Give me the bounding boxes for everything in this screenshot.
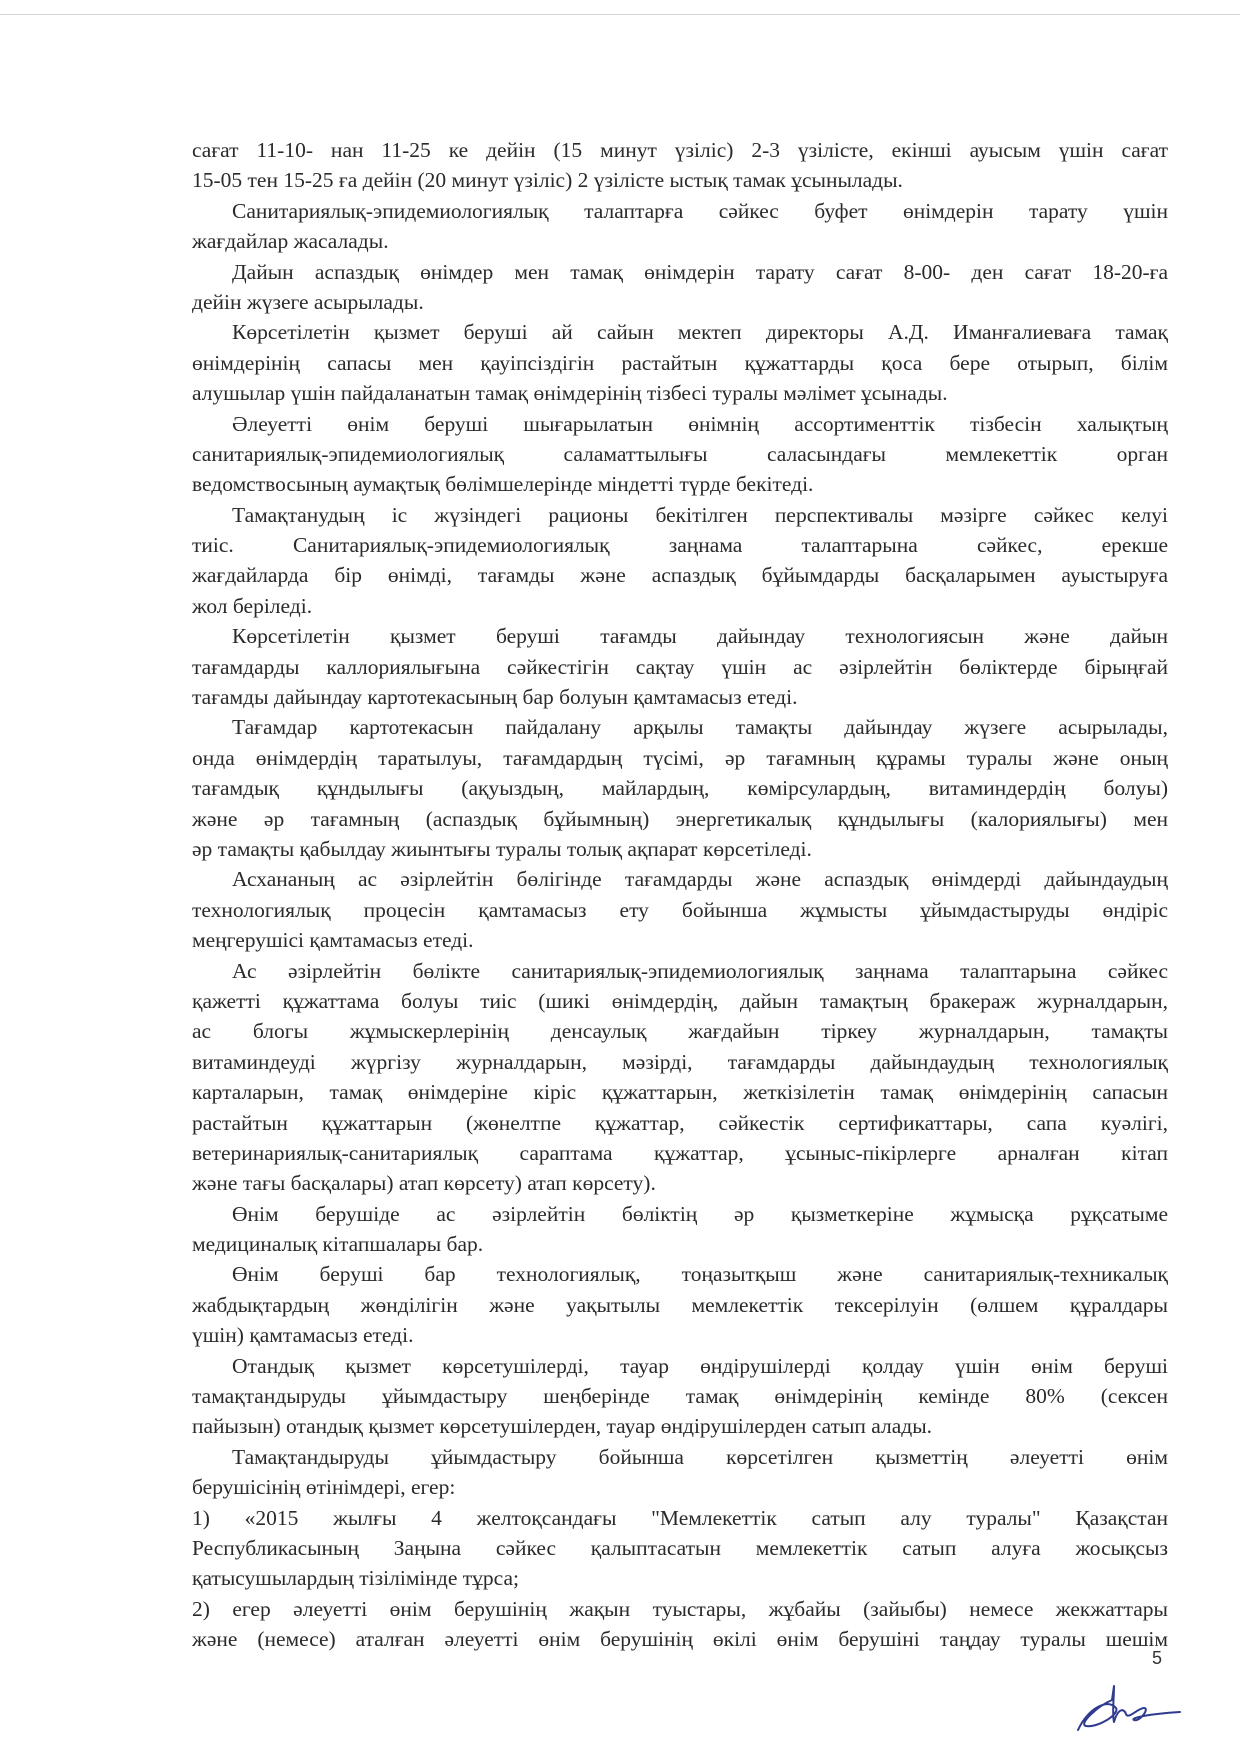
text-line: 2) егер әлеуетті өнім берушінің жақын туыстары, жұбайы (зайыбы) немесе жекжаттары — [192, 1596, 1168, 1621]
text-line: Тамақтандыруды ұйымдастыру бойынша көрсетілген қызметтің әлеуетті өнім — [232, 1444, 1168, 1469]
text-line: Дайын аспаздық өнімдер мен тамақ өнімдерін тарату сағат 8-00- ден сағат 18-20-ға — [232, 259, 1168, 284]
text-line: тағамдық құндылығы (ақуыздың, майлардың, көмірсулардың, витаминдердің болуы) — [192, 776, 1168, 801]
text-line: карталарын, тамақ өнімдеріне кіріс құжаттарын, жеткізілетін тамақ өнімдерінің сапасын — [192, 1080, 1168, 1105]
text-line: дейін жүзеге асырылады. — [192, 289, 424, 314]
scan-edge-line — [0, 14, 1240, 15]
text-line: қатысушылардың тізілімінде тұрса; — [192, 1566, 519, 1591]
text-line: пайызын) отандық қызмет көрсетушілерден, тауар өндірушілерден сатып алады. — [192, 1414, 933, 1439]
text-line: және әр тағамның (аспаздық бұйымның) энергетикалық құндылығы (калориялығы) мен — [192, 806, 1168, 831]
text-line: өнімдерінің сапасы мен қауіпсіздігін растайтын құжаттарды қоса бере отырып, білім — [192, 350, 1168, 375]
text-line: тиіс. Санитариялық-эпидемиологиялық заңнама талаптарына сәйкес, ерекше — [192, 533, 1168, 558]
text-line: қажетті құжаттама болуы тиіс (шикі өнімдердің, дайын тамақтың бракераж журналдарын, — [192, 988, 1168, 1013]
text-line: берушісінің өтінімдері, егер: — [192, 1475, 456, 1500]
text-line: Көрсетілетін қызмет беруші ай сайын мектеп директоры А.Д. Иманғалиеваға тамақ — [232, 320, 1168, 345]
text-line: ас блогы жұмыскерлерінің денсаулық жағдайын тіркеу журналдарын, тамақты — [192, 1019, 1168, 1044]
text-line: сағат 11-10- нан 11-25 ке дейін (15 минут үзіліс) 2-3 үзілісте, екінші ауысым үшін сағат — [192, 138, 1168, 162]
text-line: Көрсетілетін қызмет беруші тағамды дайындау технологиясын және дайын — [232, 624, 1168, 649]
text-line: Асхананың ас әзірлейтін бөлігінде тағамдарды және аспаздық өнімдерді дайындаудың — [232, 867, 1168, 892]
text-line: Республикасының Заңына сәйкес қалыптасатын мемлекеттік сатып алуға жосықсыз — [192, 1535, 1168, 1560]
text-line: жабдықтардың жөнділігін және уақытылы мемлекеттік тексерілуін (өлшем құралдары — [192, 1292, 1168, 1317]
text-line: жағдайлар жасалады. — [192, 229, 389, 254]
signature-stroke — [1078, 1686, 1180, 1730]
text-line: Тамақтанудың іс жүзіндегі рационы бекітілген перспективалы мәзірге сәйкес келуі — [232, 502, 1168, 527]
text-line: витаминдеуді жүргізу журналдарын, мәзірді, тағамдарды дайындаудың технологиялық — [192, 1049, 1168, 1074]
text-line: 1) «2015 жылғы 4 желтоқсандағы "Мемлекеттік сатып алу туралы" Қазақстан — [192, 1505, 1168, 1530]
text-line: онда өнімдердің таратылуы, тағамдардың түсімі, әр тағамның құрамы туралы және оның — [192, 745, 1168, 770]
page-number: 5 — [1152, 1648, 1163, 1668]
text-line: Өнім беруші бар технологиялық, тоңазытқыш және санитариялық-техникалық — [232, 1262, 1168, 1287]
document-body — [192, 135, 1168, 1655]
text-line: Тағамдар картотекасын пайдалану арқылы тамақты дайындау жүзеге асырылады, — [232, 715, 1168, 740]
text-line: меңгерушісі қамтамасыз етеді. — [192, 928, 474, 953]
text-line: алушылар үшін пайдаланатын тамақ өнімдерінің тізбесі туралы мәлімет ұсынады. — [192, 381, 948, 406]
text-line: Отандық қызмет көрсетушілерді, тауар өндірушілерді қолдау үшін өнім беруші — [232, 1353, 1168, 1378]
text-line: тағамдарды каллориялығына сәйкестігін сақтау үшін ас әзірлейтін бөліктерде бірыңғай — [192, 654, 1168, 679]
text-line: әр тамақты қабылдау жиынтығы туралы толық ақпарат көрсетіледі. — [192, 836, 812, 861]
text-line: және тағы басқалары) атап көрсету) атап көрсету). — [192, 1171, 656, 1196]
text-line: тамақтандыруды ұйымдастыру шеңберінде тамақ өнімдерінің кемінде 80% (сексен — [192, 1384, 1168, 1409]
text-line: технологиялық процесін қамтамасыз ету бойынша жұмысты ұйымдастыруды өндіріс — [192, 897, 1168, 922]
text-line: жол беріледі. — [192, 593, 313, 618]
text-line: жағдайларда бір өнімді, тағамды және аспаздық бұйымдарды басқаларымен ауыстыруға — [192, 563, 1168, 588]
text-line: ветеринариялық-санитариялық сараптама құжаттар, ұсыныс-пікірлерге арналған кітап — [192, 1140, 1168, 1165]
text-line: Ас әзірлейтін бөлікте санитариялық-эпидемиологиялық заңнама талаптарына сәйкес — [232, 958, 1168, 983]
text-line: үшін) қамтамасыз етеді. — [192, 1323, 414, 1348]
text-line: Санитариялық-эпидемиологиялық талаптарға сәйкес буфет өнімдерін тарату үшін — [232, 198, 1168, 223]
text-line: растайтын құжаттарын (жөнелтпе құжаттар, сәйкестік сертификаттары, сапа куәлігі, — [192, 1110, 1168, 1135]
text-line: Өнім берушіде ас әзірлейтін бөліктің әр қызметкеріне жұмысқа рұқсатыме — [232, 1201, 1168, 1226]
text-line: 15-05 тен 15-25 ға дейін (20 минут үзіліс) 2 үзілісте ыстық тамак ұсынылады. — [192, 168, 903, 193]
signature-icon — [1068, 1678, 1188, 1738]
text-line: ведомствосының аумақтық бөлімшелерінде міндетті түрде бекітеді. — [192, 472, 814, 497]
text-line: Әлеуетті өнім беруші шығарылатын өнімнің ассортименттік тізбесін халықтың — [232, 411, 1168, 436]
text-line: санитариялық-эпидемиологиялық саламаттылығы саласындағы мемлекеттік орган — [192, 441, 1168, 466]
text-line: медициналық кітапшалары бар. — [192, 1232, 484, 1257]
text-line: және (немесе) аталған әлеуетті өнім берушінің өкілі өнім берушіні таңдау туралы шешім — [192, 1627, 1168, 1652]
text-line: тағамды дайындау картотекасының бар болуын қамтамасыз етеді. — [192, 685, 798, 710]
